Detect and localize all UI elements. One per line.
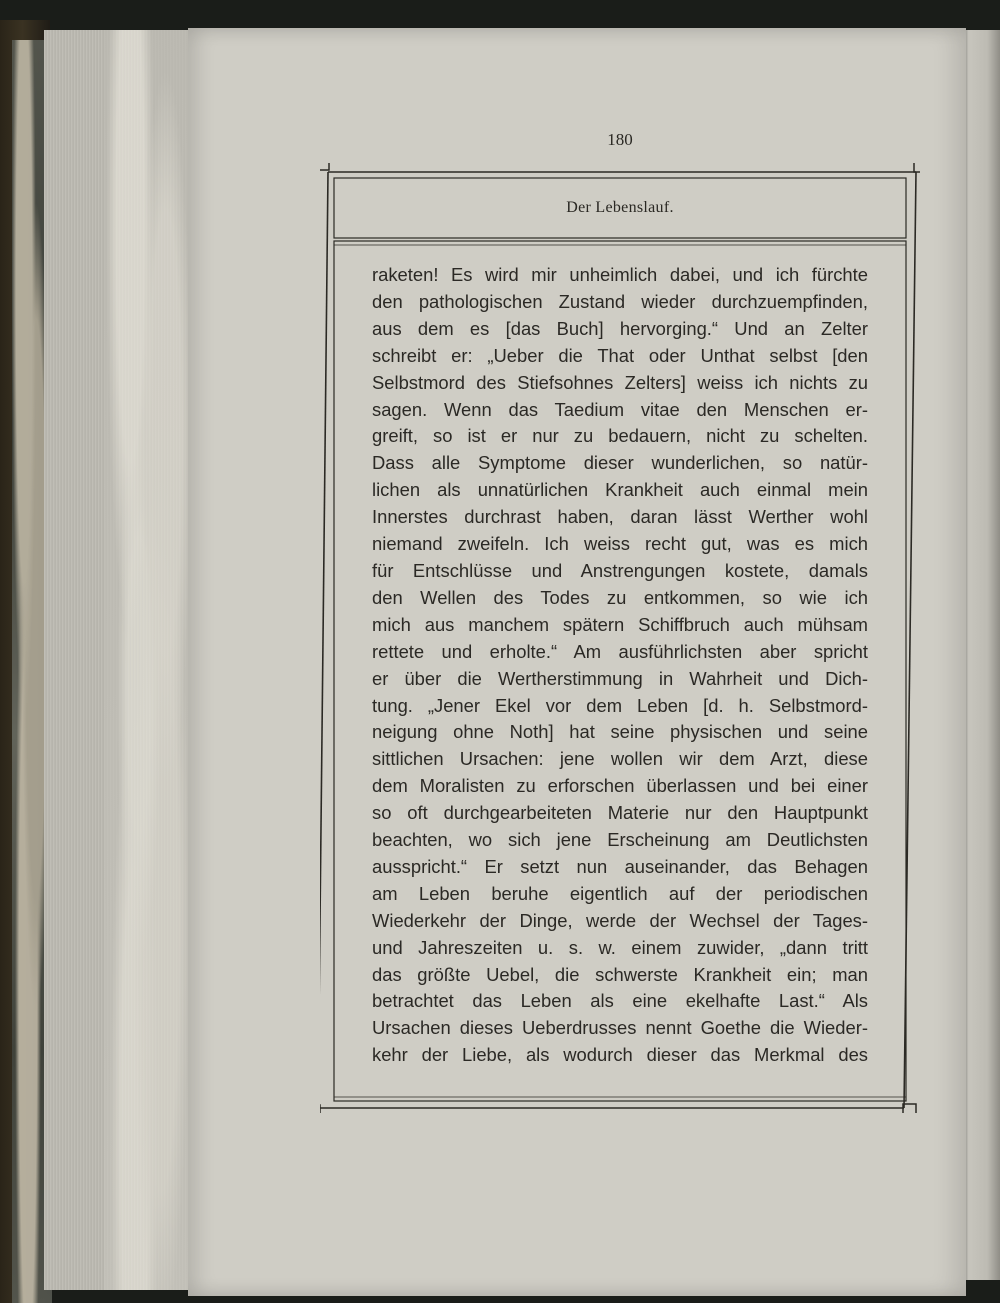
text-line: beachten, wo sich jene Erscheinung am Deutlichsten [372,829,868,851]
text-line: dem Moralisten zu erforschen überlassen und bei einer [372,775,868,797]
marbled-fore-edge [104,30,192,1290]
text-line: betrachtet das Leben als eine ekelhafte Last.“ Als [372,990,868,1012]
text-line: Ursachen dieses Ueberdrusses nennt Goethe die Wieder- [372,1017,868,1039]
text-line: den pathologischen Zustand wieder durchzuempfinden, [372,290,868,312]
text-line: so oft durchgearbeiteten Materie nur den Hauptpunkt [372,802,868,824]
text-line: Dass alle Symptome dieser wunderlichen, so natür- [372,452,868,474]
text-line: neigung ohne Noth] hat seine physischen und seine [372,721,868,743]
text-line: am Leben beruhe eigentlich auf der periodischen [372,882,868,904]
page-number: 180 [607,130,633,149]
text-line: schreibt er: „Ueber die That oder Unthat selbst [den [372,344,868,366]
text-line: kehr der Liebe, als wodurch dieser das Merkmal des [372,1044,868,1066]
text-line: er über die Wertherstimmung in Wahrheit und Dich- [372,667,868,689]
text-line: für Entschlüsse und Anstrengungen kostete, damals [372,559,868,581]
body-text [372,262,868,1069]
running-head: Der Lebenslauf. [566,199,674,216]
text-line: das größte Uebel, die schwerste Krankheit ein; man [372,963,868,985]
text-line: Selbstmord des Stiefsohnes Zelters] weiss ich nichts zu [372,371,868,393]
text-line: sagen. Wenn das Taedium vitae den Menschen er- [372,398,868,420]
text-line: greift, so ist er nur zu bedauern, nicht zu schelten. [372,425,868,447]
text-line: niemand zweifeln. Ich weiss recht gut, was es mich [372,533,868,555]
text-line: Wiederkehr der Dinge, werde der Wechsel der Tages- [372,909,868,931]
text-line: Innerstes durchrast haben, daran lässt Werther wohl [372,506,868,528]
text-line: mich aus manchem spätern Schiffbruch auch mühsam [372,613,868,635]
text-line: tung. „Jener Ekel vor dem Leben [d. h. Selbstmord- [372,694,868,716]
text-line: rettete und erholte.“ Am ausführlichsten aber spricht [372,640,868,662]
text-line: aus dem es [das Buch] hervorging.“ Und an Zelter [372,317,868,339]
text-line: ausspricht.“ Er setzt nun auseinander, das Behagen [372,855,868,877]
text-line: sittlichen Ursachen: jene wollen wir dem Arzt, diese [372,748,868,770]
text-line: raketen! Es wird mir unheimlich dabei, und ich fürchte [372,264,868,285]
text-line: lichen als unnatürlichen Krankheit auch einmal mein [372,479,868,501]
text-line: und Jahreszeiten u. s. w. einem zuwider, „dann tritt [372,936,868,958]
text-line: den Wellen des Todes zu entkommen, so wie ich [372,586,868,608]
